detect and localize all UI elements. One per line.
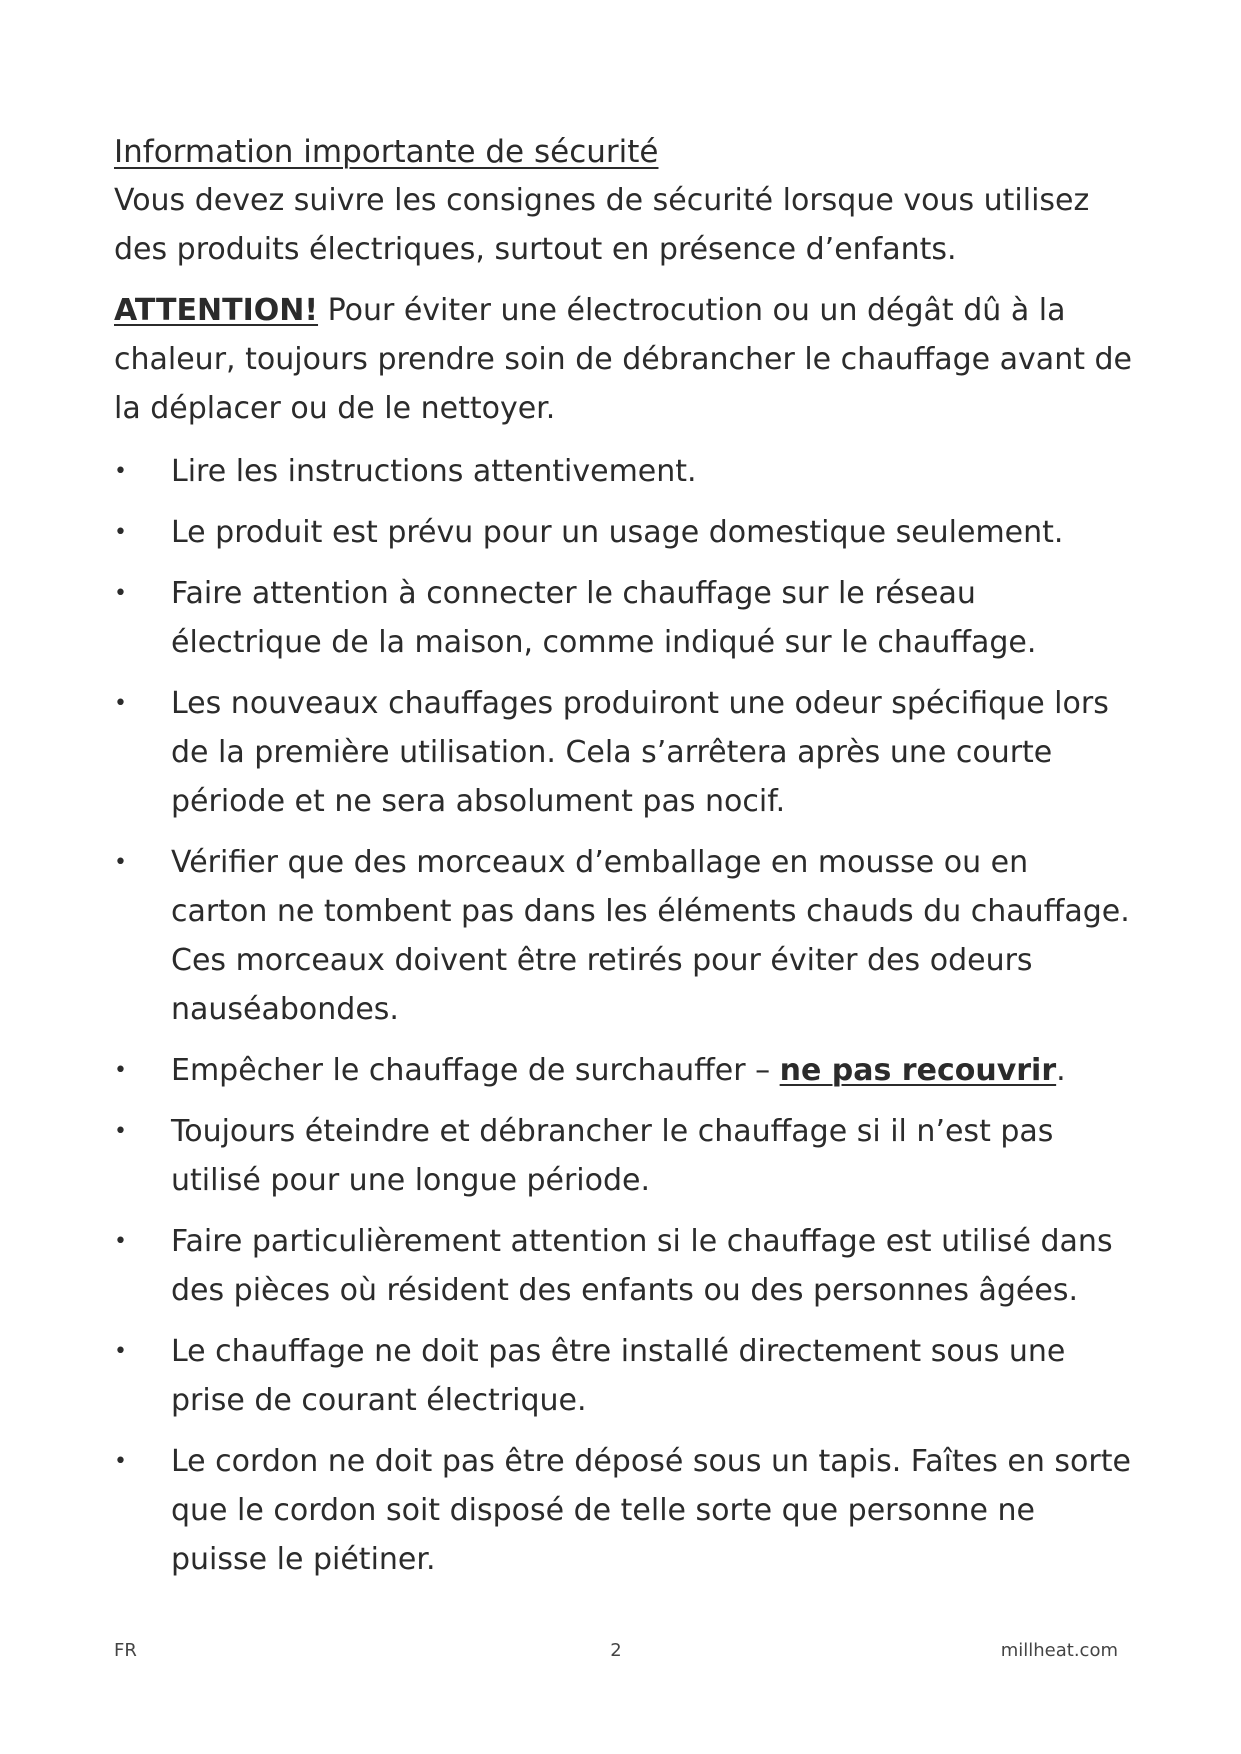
bullet-icon: •	[114, 1058, 127, 1083]
list-item	[114, 1327, 1134, 1425]
warning-paragraph	[114, 286, 1134, 433]
rule-text: Lire les instructions attentivement.	[171, 454, 697, 489]
warning-text: Pour éviter une électrocution ou un dégât dû à la chaleur, toujours prendre soin de débrancher le chauffage avant de la déplacer ou de le nettoyer.	[114, 293, 1133, 426]
rule-text-before: Empêcher le chauffage de surchauffer –	[171, 1053, 780, 1088]
rule-text: Le produit est prévu pour un usage domestique seulement.	[171, 515, 1064, 550]
intro-paragraph: Vous devez suivre les consignes de sécurité lorsque vous utilisez des produits électriques, surtout en présence d’enfants.	[114, 183, 1090, 267]
safety-rules-list	[114, 447, 1134, 1584]
rule-emphasis: ne pas recouvrir	[779, 1053, 1057, 1088]
bullet-icon: •	[114, 520, 127, 545]
rule-text: Toujours éteindre et débrancher le chauffage si il n’est pas utilisé pour une longue période.	[171, 1114, 1054, 1198]
bullet-icon: •	[114, 1229, 127, 1254]
list-item	[114, 838, 1134, 1034]
bullet-icon: •	[114, 1449, 127, 1474]
rule-text: Faire attention à connecter le chauffage sur le réseau électrique de la maison, comme indiqué sur le chauffage.	[171, 576, 1037, 660]
rule-text: Vérifier que des morceaux d’emballage en mousse ou en carton ne tombent pas dans les éléments chauds du chauffage. Ces morceaux doivent être retirés pour éviter des odeurs nauséabondes.	[171, 845, 1130, 1027]
list-item	[114, 1107, 1134, 1205]
rule-text	[171, 1053, 1066, 1088]
list-item	[114, 679, 1134, 826]
document-body	[114, 128, 1134, 1596]
rule-text: Faire particulièrement attention si le chauffage est utilisé dans des pièces où résident des enfants ou des personnes âgées.	[171, 1224, 1113, 1308]
bullet-icon: •	[114, 1119, 127, 1144]
rule-text: Le cordon ne doit pas être déposé sous un tapis. Faîtes en sorte que le cordon soit disposé de telle sorte que personne ne puisse le piétiner.	[171, 1444, 1131, 1577]
footer-page-number: 2	[610, 1640, 622, 1661]
bullet-icon: •	[114, 850, 127, 875]
list-item	[114, 1217, 1134, 1315]
list-item	[114, 1046, 1134, 1095]
list-item	[114, 508, 1134, 557]
footer-language: FR	[114, 1640, 137, 1661]
rule-text: Le chauffage ne doit pas être installé directement sous une prise de courant électrique.	[171, 1334, 1066, 1418]
warning-label: ATTENTION!	[114, 293, 319, 328]
page-title: Information importante de sécurité	[114, 134, 659, 170]
rule-text: Les nouveaux chauffages produiront une odeur spécifique lors de la première utilisation. Cela s’arrêtera après une courte période et ne sera absolument pas nocif.	[171, 686, 1109, 819]
bullet-icon: •	[114, 1339, 127, 1364]
footer-website: millheat.com	[1000, 1640, 1118, 1661]
list-item	[114, 447, 1134, 496]
bullet-icon: •	[114, 691, 127, 716]
list-item	[114, 1437, 1134, 1584]
list-item	[114, 569, 1134, 667]
bullet-icon: •	[114, 581, 127, 606]
bullet-icon: •	[114, 459, 127, 484]
rule-text-after: .	[1056, 1053, 1066, 1088]
